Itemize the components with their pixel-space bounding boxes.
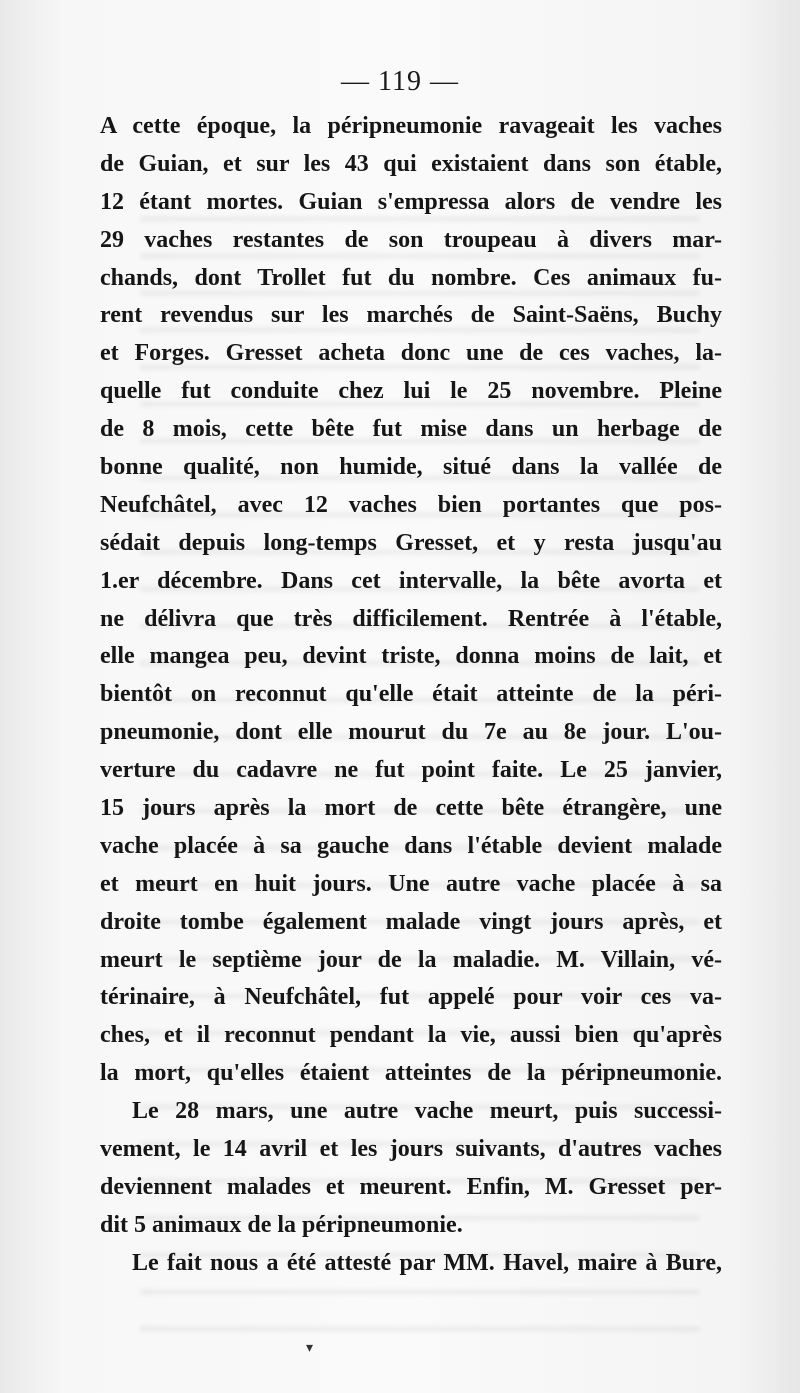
text-line: bientôt on reconnut qu'elle était atteinte de la péri-: [100, 681, 722, 708]
bottom-mark: ▾: [306, 1340, 314, 1356]
text-line: ne délivra que très difficilement. Rentrée à l'étable,: [100, 605, 722, 632]
page-number: — 119 —: [341, 66, 459, 97]
text-line: elle mangea peu, devint triste, donna moins de lait, et: [100, 643, 722, 670]
text-line: A cette époque, la péripneumonie ravageait les vaches: [100, 113, 722, 139]
text-line: la mort, qu'elles étaient atteintes de la péripneumonie.: [100, 1060, 722, 1087]
text-line: térinaire, à Neufchâtel, fut appelé pour voir ces va-: [100, 984, 722, 1011]
text-line: meurt le septième jour de la maladie. M. Villain, vé-: [100, 946, 722, 973]
text-line: vache placée à sa gauche dans l'étable devient malade: [100, 832, 722, 859]
text-line: deviennent malades et meurent. Enfin, M. Gresset per-: [100, 1173, 722, 1200]
text-line: rent revendus sur les marchés de Saint-Saëns, Buchy: [100, 302, 722, 329]
text-line: Le 28 mars, une autre vache meurt, puis successi-: [132, 1098, 722, 1125]
text-line: et meurt en huit jours. Une autre vache placée à sa: [100, 870, 722, 897]
text-line: chands, dont Trollet fut du nombre. Ces animaux fu-: [100, 264, 722, 291]
text-line: ches, et il reconnut pendant la vie, aussi bien qu'après: [100, 1022, 722, 1049]
text-line: sédait depuis long-temps Gresset, et y resta jusqu'au: [100, 529, 722, 556]
text-line: Neufchâtel, avec 12 vaches bien portantes que pos-: [100, 491, 722, 518]
text-line: de 8 mois, cette bête fut mise dans un herbage de: [100, 416, 722, 443]
text-line: droite tombe également malade vingt jours après, et: [100, 908, 722, 935]
text-line: et Forges. Gresset acheta donc une de ces vaches, la-: [100, 340, 722, 367]
text-line: quelle fut conduite chez lui le 25 novembre. Pleine: [100, 378, 722, 405]
text-line: bonne qualité, non humide, situé dans la vallée de: [100, 454, 722, 481]
text-line: 15 jours après la mort de cette bête étrangère, une: [100, 795, 722, 822]
text-line: verture du cadavre ne fut point faite. Le 25 janvier,: [100, 757, 722, 784]
text-line: Le fait nous a été attesté par MM. Havel, maire à Bure,: [132, 1249, 722, 1276]
text-line: pneumonie, dont elle mourut du 7e au 8e jour. L'ou-: [100, 719, 722, 746]
text-line: 29 vaches restantes de son troupeau à divers mar-: [100, 226, 722, 253]
text-line: 1.er décembre. Dans cet intervalle, la bête avorta et: [100, 567, 722, 594]
text-line: dit 5 animaux de la péripneumonie.: [100, 1211, 463, 1238]
body-text: [100, 108, 722, 1283]
text-line: 12 étant mortes. Guian s'empressa alors de vendre les: [100, 188, 722, 215]
text-line: vement, le 14 avril et les jours suivants, d'autres vaches: [100, 1136, 722, 1163]
text-line: de Guian, et sur les 43 qui existaient dans son étable,: [100, 150, 722, 177]
